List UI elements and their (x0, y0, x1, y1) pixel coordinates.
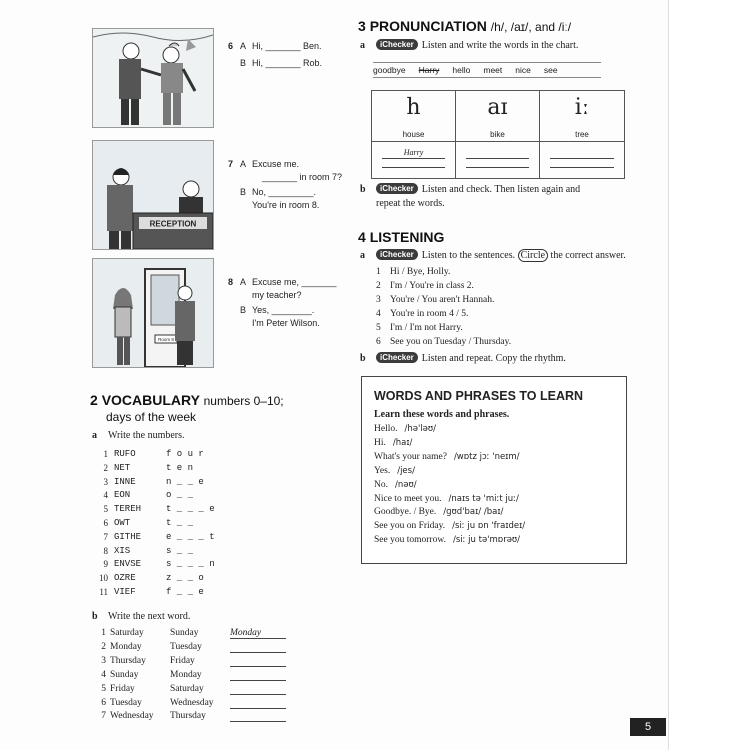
item-number: 6 (103, 517, 108, 528)
phrase: Hi. (374, 437, 386, 448)
circle-word: Circle (518, 249, 548, 262)
exercise-letter: a (360, 250, 365, 261)
item-number: 1 (101, 628, 106, 638)
pron-exercise-a (360, 39, 578, 53)
tree-symbol-icon: iː (574, 95, 590, 120)
phonetic: /ɡʊd'baɪ/ /baɪ/ (443, 507, 504, 518)
word-bank-item: hello (452, 65, 471, 75)
number-list (92, 448, 215, 600)
bike-symbol-icon: aɪ (487, 95, 508, 120)
pron-exercise-b (360, 183, 580, 211)
exercise-instruction: repeat the words. (376, 198, 445, 209)
dialogue-line: No, _________. (252, 187, 317, 197)
day-word: Wednesday (110, 711, 154, 722)
speaker: B (240, 187, 247, 197)
exercise-instruction: Listen and repeat. Copy the rhythm. (421, 353, 566, 364)
phonetic: /siː ju ɒn 'fraɪdeɪ/ (452, 521, 526, 532)
pronunciation-heading (358, 18, 571, 34)
scrambled-word: TEREH (114, 504, 142, 515)
exercise-letter: a (92, 430, 97, 441)
dialogue-7 (228, 158, 342, 212)
dialogue-line: I'm Peter Wilson. (252, 318, 320, 328)
section-title: VOCABULARY (101, 392, 200, 408)
door-sign: Room 8 (158, 337, 174, 342)
item-number: 3 (101, 655, 106, 666)
answer-field[interactable] (230, 697, 286, 709)
section-title: PRONUNCIATION (369, 18, 487, 34)
phrase: No. (374, 479, 388, 490)
scrambled-word: NET (114, 462, 131, 473)
item-number: 7 (103, 531, 108, 542)
vocabulary-heading (90, 392, 284, 408)
greeting-drawing (93, 29, 213, 127)
dialogue-number: 8 (228, 277, 234, 287)
phrase: Goodbye. / Bye. (374, 507, 437, 518)
item-number: 7 (101, 711, 106, 722)
phonetic: /jes/ (397, 465, 415, 476)
dialogue-8 (228, 276, 337, 330)
answer-field[interactable]: z _ _ o (166, 573, 204, 584)
item-number: 8 (103, 545, 108, 556)
day-word: Wednesday (170, 697, 214, 708)
item-number: 2 (103, 462, 108, 473)
item-number: 3 (376, 295, 381, 305)
listening-option[interactable]: I'm / I'm not Harry. (390, 323, 463, 333)
phrase: See you on Friday. (374, 521, 446, 532)
listen-exercise-a (360, 249, 626, 263)
item-number: 6 (376, 337, 381, 347)
dialogue-6 (228, 40, 322, 70)
listening-heading (358, 229, 444, 245)
answer-field[interactable] (550, 164, 614, 168)
vocabulary-subheading (106, 408, 196, 424)
item-number: 4 (101, 669, 106, 680)
phonetic: /naɪs tə 'miːt juː/ (448, 493, 519, 504)
word-bank-item: meet (483, 65, 503, 75)
section-number: 2 (90, 392, 98, 408)
day-word: Friday (110, 683, 135, 694)
answer-field[interactable] (382, 164, 445, 168)
speaker: B (240, 305, 247, 315)
box-title: WORDS AND PHRASES TO LEARN (374, 389, 584, 403)
illustration-reception (92, 140, 214, 250)
answer-field[interactable] (230, 655, 286, 667)
illustration-greeting (92, 28, 214, 128)
day-word: Sunday (110, 669, 139, 680)
answer-field[interactable] (230, 683, 286, 695)
exercise-letter: b (360, 353, 366, 364)
phrase: Yes. (374, 465, 391, 476)
answer-field[interactable] (466, 164, 529, 168)
answer-field[interactable] (466, 148, 529, 159)
scrambled-word: INNE (114, 476, 136, 487)
item-number: 4 (103, 490, 108, 501)
ichecker-badge[interactable]: iChecker (376, 183, 418, 194)
dialogue-number: 6 (228, 41, 234, 51)
section-subtitle: days of the week (106, 410, 197, 424)
ichecker-badge[interactable]: iChecker (376, 39, 418, 50)
answer-field[interactable]: Harry (382, 148, 445, 159)
listening-items (376, 265, 511, 349)
exercise-instruction: Listen to the sentences. (421, 250, 516, 261)
answer-field[interactable] (550, 148, 614, 159)
day-word: Tuesday (170, 641, 202, 652)
listening-option[interactable]: See you on Tuesday / Thursday. (390, 337, 512, 347)
section-number: 3 (358, 18, 366, 34)
listening-option[interactable]: You're / You aren't Hannah. (390, 295, 495, 305)
dialogue-line: _______ in room 7? (262, 172, 343, 182)
phonetic: /siː ju tə'mɒrəʊ/ (452, 535, 521, 546)
item-number: 4 (376, 309, 381, 319)
dialogue-line: You're in room 8. (252, 200, 320, 210)
phonetic: /wɒtz jɔː 'neɪm/ (453, 451, 520, 462)
answer-field[interactable]: t e n (166, 462, 194, 473)
item-number: 11 (99, 586, 108, 597)
scrambled-word: XIS (114, 545, 131, 556)
reception-drawing (93, 141, 213, 249)
section-subtitle: /h/, /aɪ/, and /iː/ (490, 20, 572, 34)
illustration-classroom-door (92, 258, 214, 368)
section-title: LISTENING (369, 229, 445, 245)
exercise-instruction: Listen and write the words in the chart. (421, 40, 579, 51)
answer-field[interactable]: f _ _ e (166, 586, 204, 597)
chart-column-bike (456, 91, 540, 178)
scrambled-word: EON (114, 490, 131, 501)
answer-field[interactable] (230, 641, 286, 653)
item-number: 10 (99, 573, 108, 584)
day-word: Tuesday (110, 697, 142, 708)
word-bank-item: nice (515, 65, 531, 75)
answer-field[interactable]: Monday (230, 627, 286, 639)
phrase: Hello. (374, 424, 398, 434)
exercise-letter: a (360, 40, 365, 51)
page-number: 5 (630, 718, 666, 736)
dialogue-line: Excuse me, _______ (252, 277, 337, 287)
answer-field[interactable]: o _ _ (166, 490, 194, 501)
phonetic: /hə'ləʊ/ (404, 424, 437, 434)
day-word: Thursday (170, 711, 206, 722)
dialogue-line: my teacher? (252, 290, 302, 300)
answer-field[interactable] (230, 669, 286, 681)
speaker: B (240, 58, 247, 68)
exercise-instruction: the correct answer. (550, 250, 626, 261)
ichecker-badge[interactable]: iChecker (376, 249, 418, 260)
exercise-letter: b (92, 611, 98, 622)
speaker: A (240, 41, 247, 51)
word-bank-item: see (543, 65, 558, 75)
answer-field[interactable]: e _ _ _ t (166, 531, 215, 542)
answer-field[interactable] (230, 710, 286, 722)
chart-label: tree (575, 130, 589, 139)
answer-field[interactable]: t _ _ (166, 517, 194, 528)
scrambled-word: GITHE (114, 531, 142, 542)
item-number: 3 (103, 476, 108, 487)
item-number: 1 (376, 267, 381, 277)
day-word: Sunday (170, 628, 199, 638)
sound-chart (371, 90, 625, 179)
listen-exercise-b (360, 352, 566, 366)
chart-label: bike (490, 130, 505, 139)
answer-field[interactable]: s _ _ (166, 545, 194, 556)
reception-sign: RECEPTION (149, 219, 197, 229)
dialogue-line: Hi, _______ Rob. (252, 58, 323, 68)
phonetic: /nəʊ/ (395, 479, 417, 490)
vocab-exercise-a (92, 429, 185, 443)
section-subtitle: numbers 0–10; (203, 394, 284, 408)
item-number: 6 (101, 697, 106, 708)
exercise-instruction: Listen and check. Then listen again and (421, 184, 581, 195)
box-lead: Learn these words and phrases. (374, 409, 510, 420)
chart-column-tree (540, 91, 624, 178)
listening-option[interactable]: You're in room 4 / 5. (390, 309, 469, 319)
house-symbol-icon: h (406, 95, 421, 120)
listening-option[interactable]: Hi / Bye, Holly. (390, 267, 451, 277)
speaker: A (240, 277, 247, 287)
word-bank (373, 62, 601, 78)
word-bank-item: Harry (418, 65, 440, 75)
chart-label: house (402, 130, 425, 139)
item-number: 5 (101, 683, 106, 694)
exercise-instruction: Write the next word. (108, 611, 191, 622)
answer-field[interactable]: t _ _ _ e (166, 504, 215, 515)
answer-field[interactable]: f o u r (166, 449, 204, 459)
item-number: 5 (376, 323, 381, 333)
item-number: 9 (103, 559, 108, 570)
item-number: 2 (376, 281, 381, 291)
answer-field[interactable]: s _ _ _ n (166, 559, 215, 570)
section-number: 4 (358, 229, 366, 245)
day-word: Thursday (110, 655, 146, 666)
scrambled-word: VIEF (114, 586, 136, 597)
exercise-letter: b (360, 184, 366, 195)
dialogue-line: Excuse me. (252, 159, 300, 169)
answer-field[interactable]: n _ _ e (166, 476, 204, 487)
item-number: 5 (103, 504, 108, 515)
day-word: Friday (170, 655, 195, 666)
day-word: Monday (110, 641, 142, 652)
day-word: Saturday (110, 628, 144, 638)
phrase: Nice to meet you. (374, 493, 442, 504)
item-number: 1 (103, 449, 108, 459)
dialogue-line: Hi, _______ Ben. (252, 41, 322, 51)
scrambled-word: OWT (114, 517, 131, 528)
scrambled-word: ENVSE (114, 559, 142, 570)
dialogue-line: Yes, ________. (252, 305, 315, 315)
exercise-instruction: Write the numbers. (108, 430, 185, 441)
scrambled-word: OZRE (114, 573, 136, 584)
dialogue-number: 7 (228, 159, 234, 169)
phrase: What's your name? (374, 451, 447, 462)
day-word: Monday (170, 669, 202, 680)
door-drawing (93, 259, 213, 367)
phonetic: /haɪ/ (392, 437, 413, 448)
phrase: See you tomorrow. (374, 535, 446, 546)
word-bank-item: goodbye (373, 65, 406, 75)
listening-option[interactable]: I'm / You're in class 2. (390, 281, 474, 291)
vocab-exercise-b (92, 610, 190, 624)
scrambled-word: RUFO (114, 449, 136, 459)
chart-column-house (372, 91, 456, 178)
days-list (92, 627, 286, 724)
day-word: Saturday (170, 683, 204, 694)
item-number: 2 (101, 641, 106, 652)
words-to-learn-box (361, 376, 627, 564)
ichecker-badge[interactable]: iChecker (376, 352, 418, 363)
speaker: A (240, 159, 247, 169)
